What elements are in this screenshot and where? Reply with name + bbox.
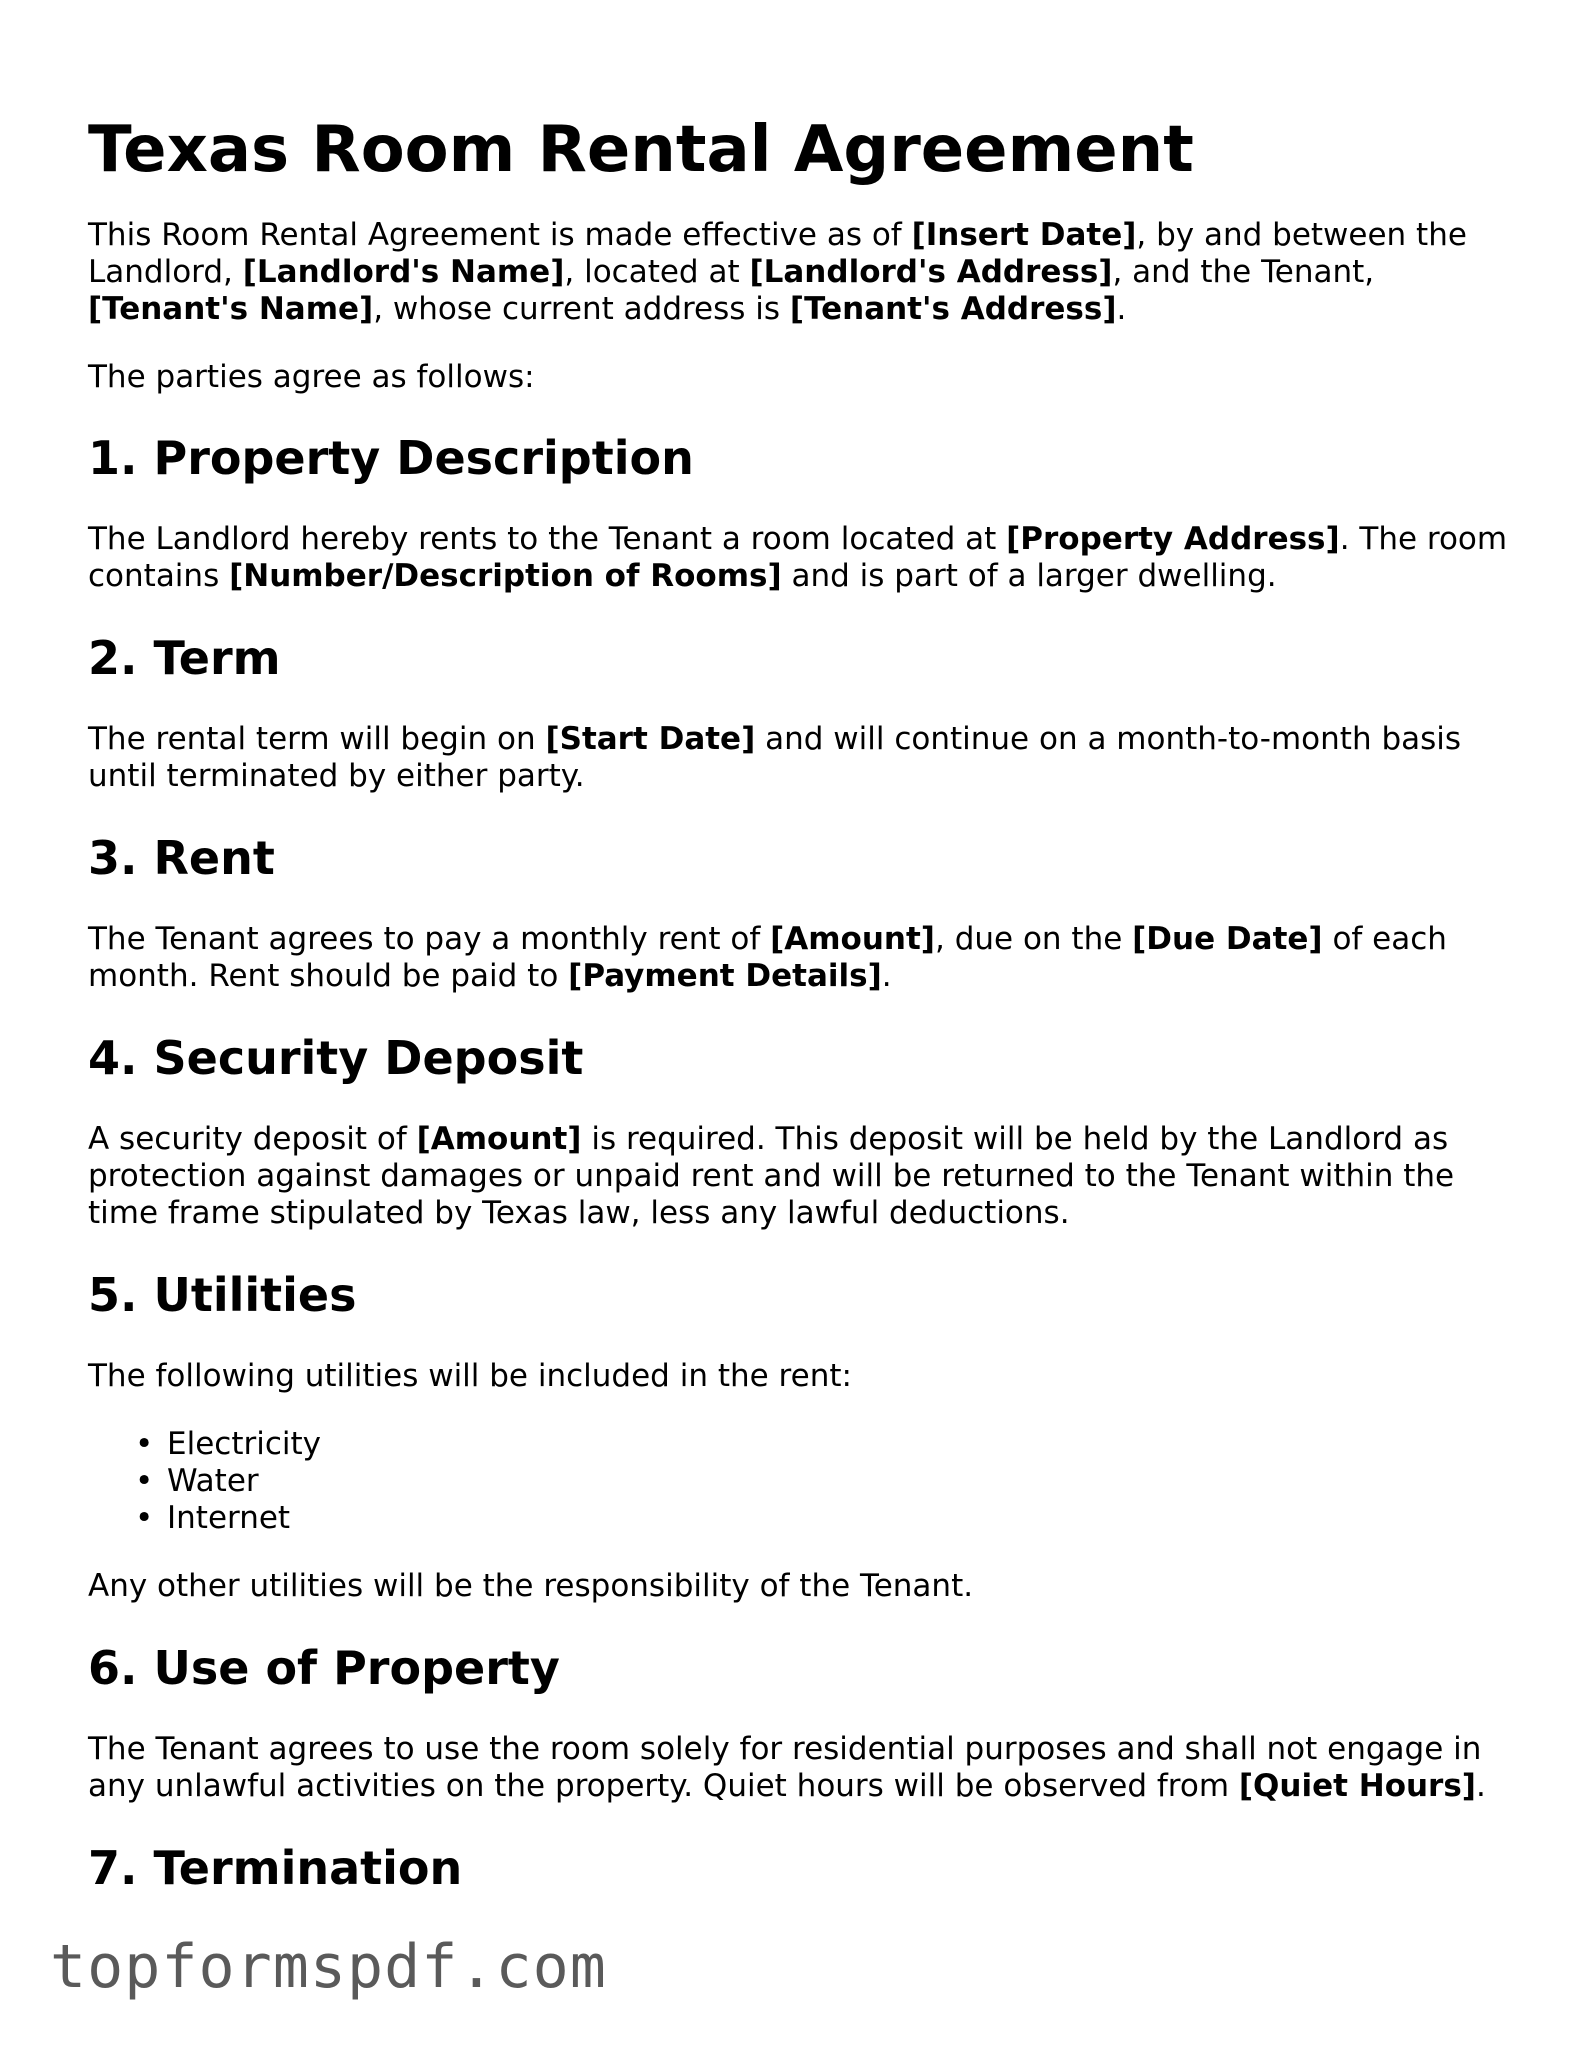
- start-date-placeholder: [Start Date]: [545, 721, 756, 757]
- property-address-placeholder: [Property Address]: [1006, 521, 1340, 557]
- section-heading-use-of-property: 6. Use of Property: [88, 1641, 560, 1695]
- tenant-address-placeholder: [Tenant's Address]: [789, 291, 1117, 327]
- bullet-icon: •: [135, 1426, 154, 1462]
- section-heading-termination: 7. Termination: [88, 1841, 463, 1895]
- intro-paragraph: This Room Rental Agreement is made effective as of [Insert Date], by and between the Landlord, [Landlord's Name], located at [Landlord's Address], and the Tenant, [Tenant's Name], whose current address is [Tenant's Address].: [88, 217, 1467, 327]
- section-heading-property-description: 1. Property Description: [88, 431, 694, 485]
- list-item: • Water: [135, 1463, 259, 1499]
- landlord-address-placeholder: [Landlord's Address]: [749, 254, 1113, 290]
- property-description-paragraph: The Landlord hereby rents to the Tenant a room located at [Property Address]. The room contains [Number/Description of Rooms] and is part of a larger dwelling.: [88, 521, 1508, 594]
- bullet-icon: •: [135, 1500, 154, 1536]
- deposit-amount-placeholder: [Amount]: [416, 1121, 582, 1157]
- due-date-placeholder: [Due Date]: [1132, 921, 1323, 957]
- document-title: Texas Room Rental Agreement: [88, 113, 1194, 187]
- watermark-text: topformspdf.com: [50, 1932, 607, 2002]
- section-heading-security-deposit: 4. Security Deposit: [88, 1031, 584, 1085]
- utilities-after-text: Any other utilities will be the responsibility of the Tenant.: [88, 1568, 974, 1604]
- section-heading-rent: 3. Rent: [88, 831, 275, 885]
- document-page: [88, 0, 1508, 1896]
- list-item: • Electricity: [135, 1426, 321, 1462]
- tenant-name-placeholder: [Tenant's Name]: [88, 291, 374, 327]
- term-paragraph: The rental term will begin on [Start Date] and will continue on a month-to-month basis until terminated by either party.: [88, 721, 1462, 794]
- utilities-list: [88, 1426, 1508, 1537]
- bullet-icon: •: [135, 1463, 154, 1499]
- section-heading-term: 2. Term: [88, 631, 281, 685]
- section-heading-utilities: 5. Utilities: [88, 1268, 357, 1322]
- landlord-name-placeholder: [Landlord's Name]: [242, 254, 565, 290]
- rooms-placeholder: [Number/Description of Rooms]: [229, 558, 782, 594]
- utilities-lead-text: The following utilities will be included in the rent:: [88, 1358, 852, 1394]
- payment-details-placeholder: [Payment Details]: [568, 958, 882, 994]
- security-deposit-paragraph: A security deposit of [Amount] is required. This deposit will be held by the Landlord as protection against damages or unpaid rent and will be returned to the Tenant within the time frame stipulated by Texas law, less any lawful deductions.: [88, 1121, 1455, 1231]
- insert-date-placeholder: [Insert Date]: [911, 217, 1137, 253]
- quiet-hours-placeholder: [Quiet Hours]: [1238, 1768, 1476, 1804]
- parties-agree-text: The parties agree as follows:: [88, 359, 535, 395]
- use-of-property-paragraph: The Tenant agrees to use the room solely for residential purposes and shall not engage in any unlawful activities on the property. Quiet hours will be observed from [Quiet Hours].: [88, 1731, 1486, 1804]
- list-item: • Internet: [135, 1500, 291, 1536]
- rent-amount-placeholder: [Amount]: [770, 921, 935, 957]
- rent-paragraph: The Tenant agrees to pay a monthly rent of [Amount], due on the [Due Date] of each month. Rent should be paid to [Payment Details].: [88, 921, 1447, 994]
